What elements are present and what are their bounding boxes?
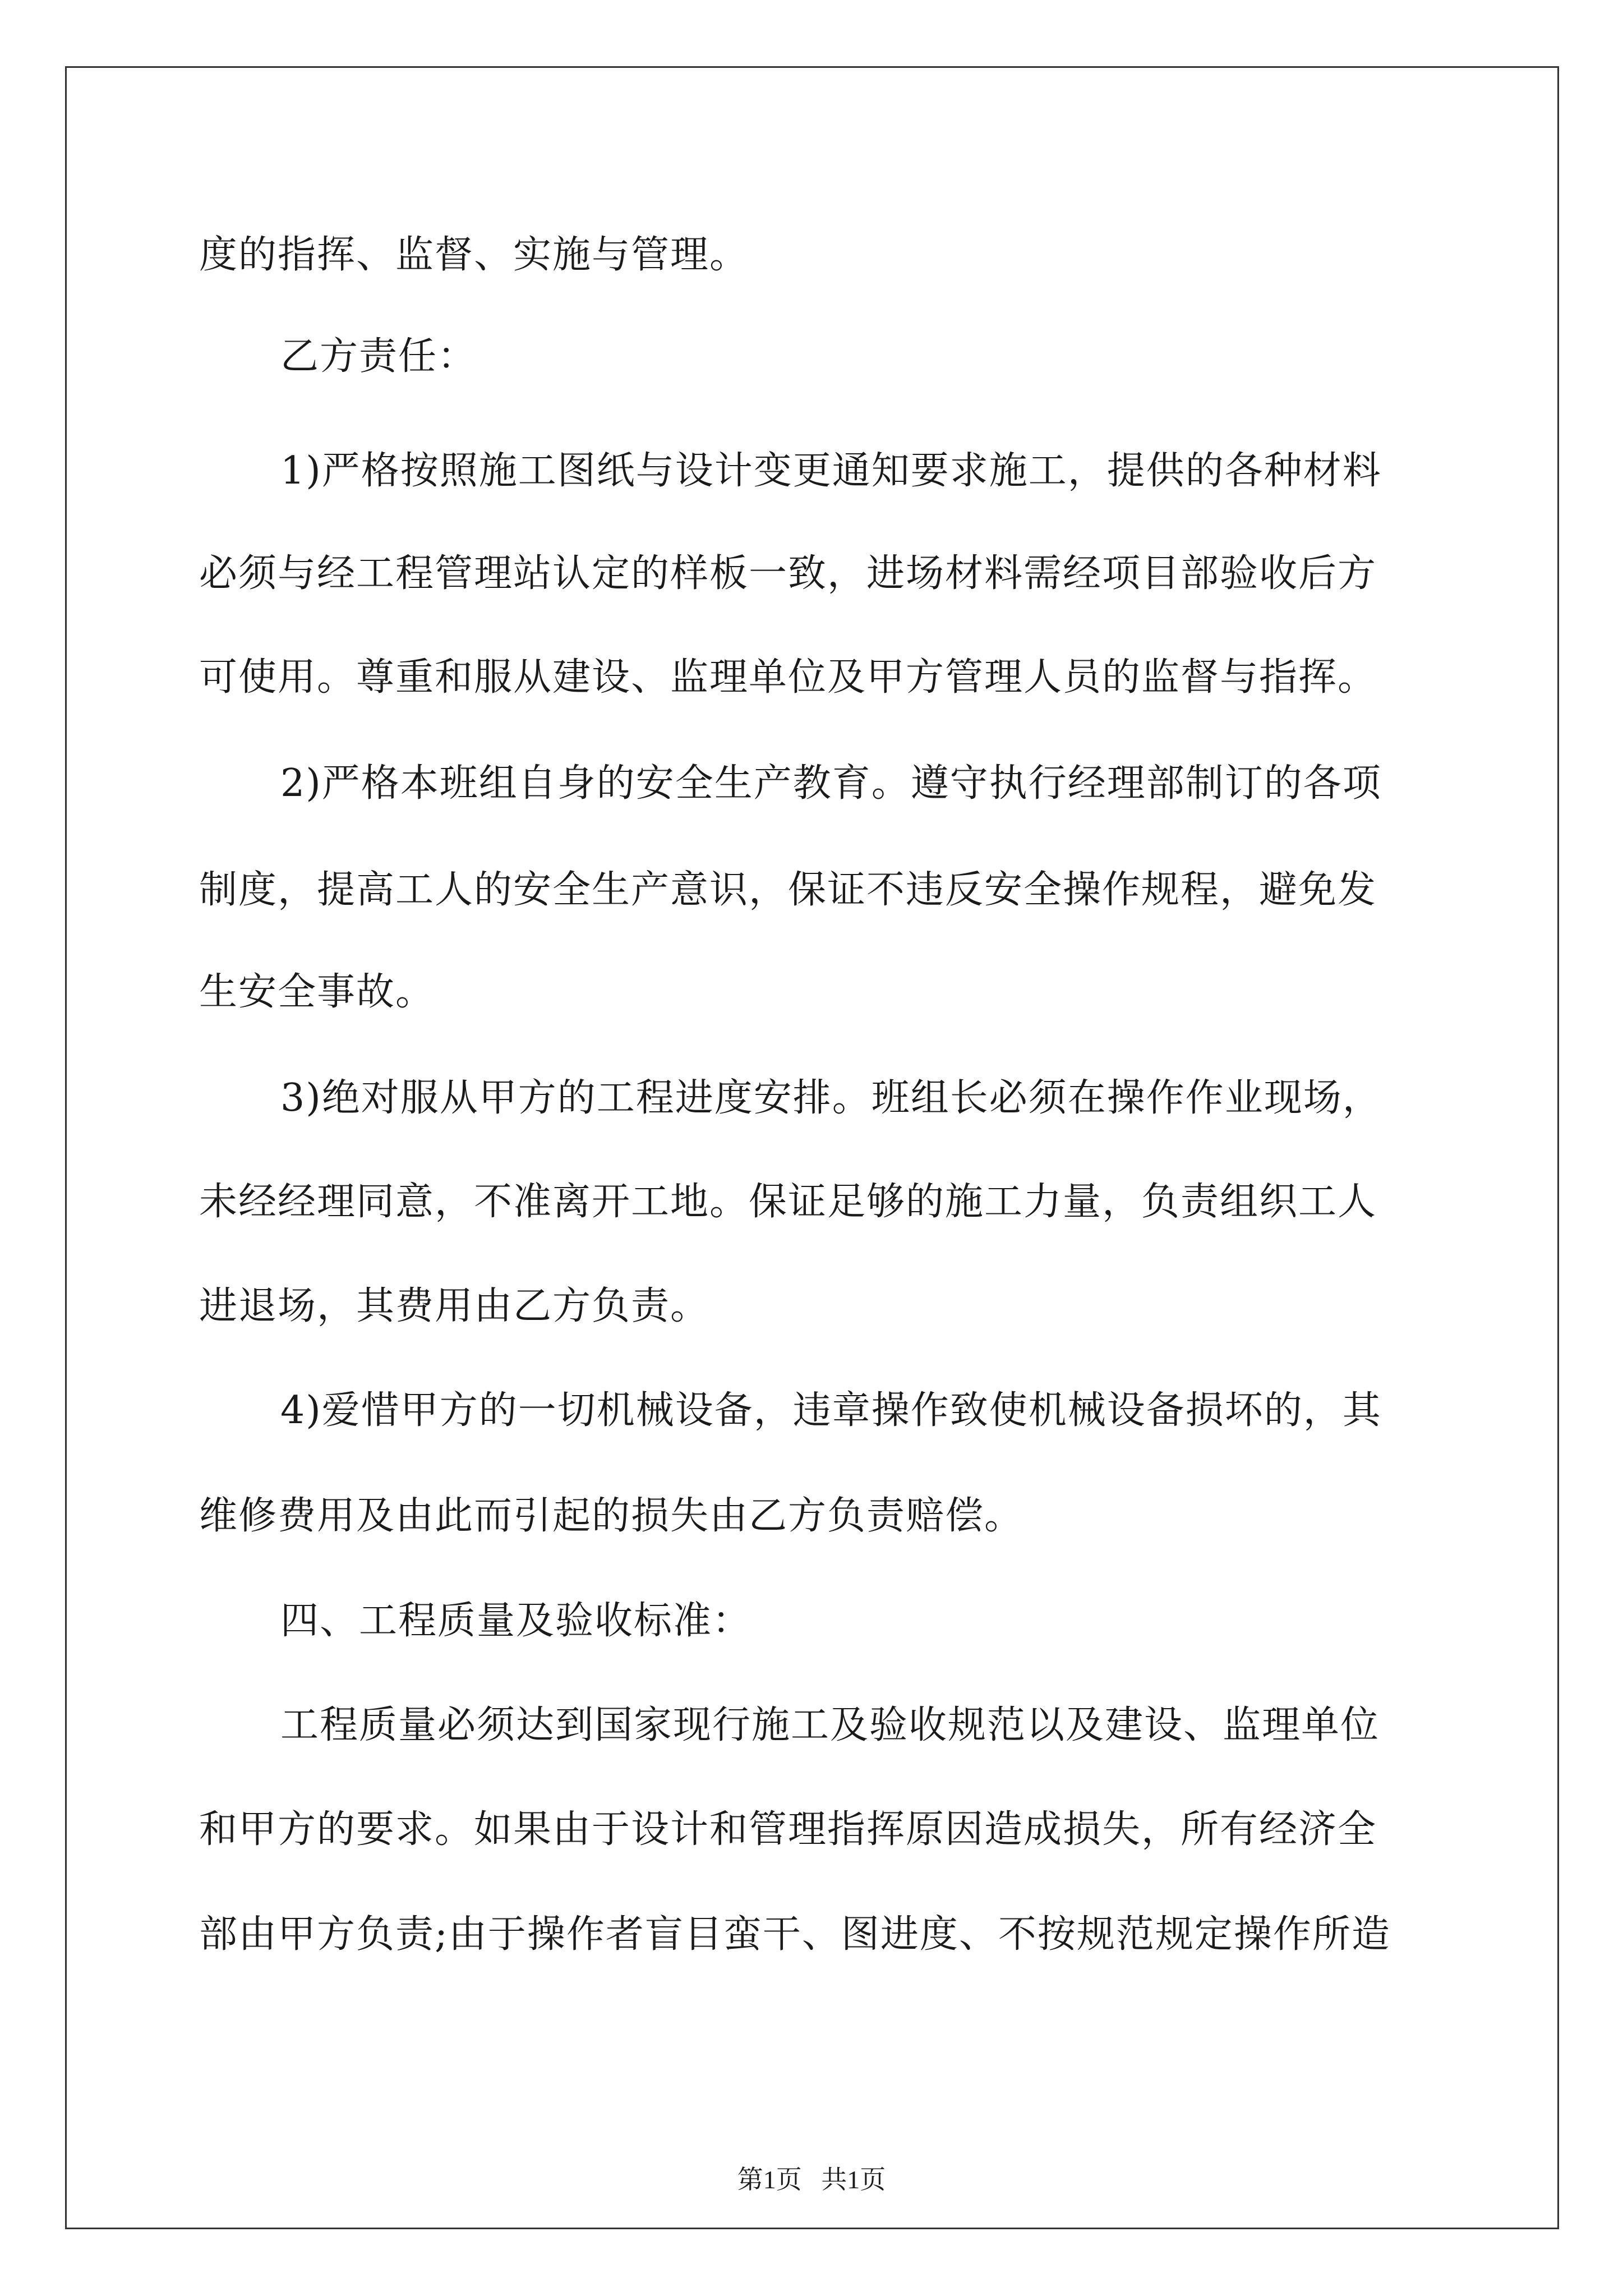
text-line: 3)绝对服从甲方的工程进度安排。班组长必须在操作作业现场， <box>280 1076 1382 1120</box>
page-footer: 第1页 共1页 <box>737 2165 886 2194</box>
text-line: 1)严格按照施工图纸与设计变更通知要求施工，提供的各种材料 <box>280 449 1382 493</box>
text-line: 乙方责任： <box>280 334 477 379</box>
text-line: 进退场，其费用由乙方负责。 <box>199 1284 710 1328</box>
text-line: 未经经理同意，不准离开工地。保证足够的施工力量，负责组织工人 <box>199 1180 1377 1224</box>
text-line: 可使用。尊重和服从建设、监理单位及甲方管理人员的监督与指挥。 <box>199 655 1377 700</box>
text-line: 4)爱惜甲方的一切机械设备，违章操作致使机械设备损坏的，其 <box>280 1388 1382 1433</box>
text-line: 制度，提高工人的安全生产意识，保证不违反安全操作规程，避免发 <box>199 868 1377 912</box>
text-line: 四、工程质量及验收标准： <box>280 1599 752 1643</box>
text-line: 必须与经工程管理站认定的样板一致，进场材料需经项目部验收后方 <box>199 551 1377 596</box>
text-line: 工程质量必须达到国家现行施工及验收规范以及建设、监理单位 <box>280 1703 1380 1747</box>
text-line: 2)严格本班组自身的安全生产教育。遵守执行经理部制订的各项 <box>280 761 1382 806</box>
text-line: 和甲方的要求。如果由于设计和管理指挥原因造成损失，所有经济全 <box>199 1807 1377 1852</box>
text-line: 生安全事故。 <box>199 970 435 1014</box>
text-line: 部由甲方负责;由于操作者盲目蛮干、图进度、不按规范规定操作所造 <box>199 1912 1391 1957</box>
text-line: 度的指挥、监督、实施与管理。 <box>199 233 749 277</box>
text-line: 维修费用及由此而引起的损失由乙方负责赔偿。 <box>199 1494 1024 1538</box>
